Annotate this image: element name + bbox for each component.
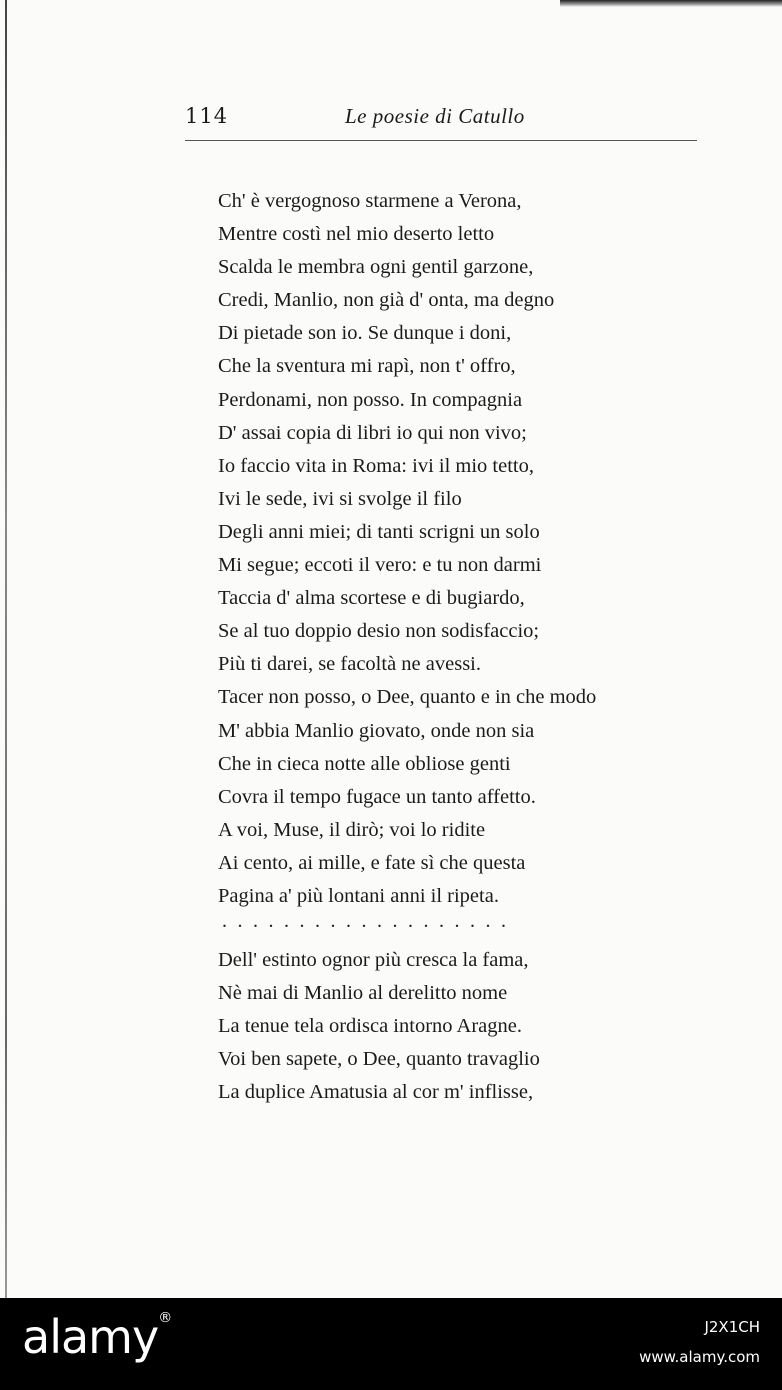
verse-line: Che la sventura mi rapì, non t' offro, (218, 355, 516, 378)
page-top-edge (560, 0, 782, 7)
poem-stanza-1 (218, 185, 596, 913)
page-number: 114 (185, 104, 229, 128)
verse-line: Più ti darei, se facoltà ne avessi. (218, 653, 481, 676)
header-rule (185, 140, 697, 141)
verse-line: Se al tuo doppio desio non sodisfaccio; (218, 620, 540, 643)
verse-line: Ai cento, ai mille, e fate sì che questa (218, 851, 526, 874)
verse-line: Voi ben sapete, o Dee, quanto travaglio (218, 1048, 540, 1071)
verse-line: A voi, Muse, il dirò; voi lo ridite (218, 818, 486, 841)
verse-line: Pagina a' più lontani anni il ripeta. (218, 884, 499, 907)
verse-line: Mentre costì nel mio deserto letto (218, 223, 495, 246)
watermark-url: www.alamy.com (639, 1348, 760, 1366)
verse-line: D' assai copia di libri io qui non vivo; (218, 421, 527, 444)
verse-line: La duplice Amatusia al cor m' inflisse, (218, 1081, 534, 1104)
verse-line: La tenue tela ordisca intorno Aragne. (218, 1015, 522, 1038)
verse-line: Degli anni miei; di tanti scrigni un solo (218, 520, 540, 543)
verse-line: Nè mai di Manlio al derelitto nome (218, 982, 508, 1005)
verse-line: Perdonami, non posso. In compagnia (218, 388, 523, 411)
verse-line: Covra il tempo fugace un tanto affetto. (218, 785, 536, 808)
alamy-logo: alamy® (22, 1310, 172, 1364)
verse-line: Mi segue; eccoti il vero: e tu non darmi (218, 554, 542, 577)
watermark-banner (0, 1298, 782, 1390)
verse-line: Io faccio vita in Roma: ivi il mio tetto, (218, 454, 534, 477)
verse-line: Scalda le membra ogni gentil garzone, (218, 256, 534, 279)
verse-line: Ch' è vergognoso starmene a Verona, (218, 190, 522, 212)
verse-line: Dell' estinto ognor più cresca la fama, (218, 949, 529, 971)
running-title: Le poesie di Catullo (345, 104, 525, 128)
verse-line: Di pietade son io. Se dunque i doni, (218, 322, 512, 345)
poem-stanza-2 (218, 944, 540, 1109)
verse-line: Tacer non posso, o Dee, quanto e in che modo (218, 686, 597, 709)
verse-line: Ivi le sede, ivi si svolge il filo (218, 487, 462, 510)
verse-line: M' abbia Manlio giovato, onde non sia (218, 719, 535, 742)
image-code: J2X1CH (704, 1318, 760, 1336)
verse-line: Credi, Manlio, non già d' onta, ma degno (218, 289, 555, 312)
verse-line: Taccia d' alma scortese e di bugiardo, (218, 587, 525, 610)
page-header (185, 104, 697, 132)
verse-line: Che in cieca notte alle obliose genti (218, 752, 511, 775)
omission-ellipsis: ................... (222, 910, 517, 932)
page-binding-edge (5, 0, 7, 1298)
